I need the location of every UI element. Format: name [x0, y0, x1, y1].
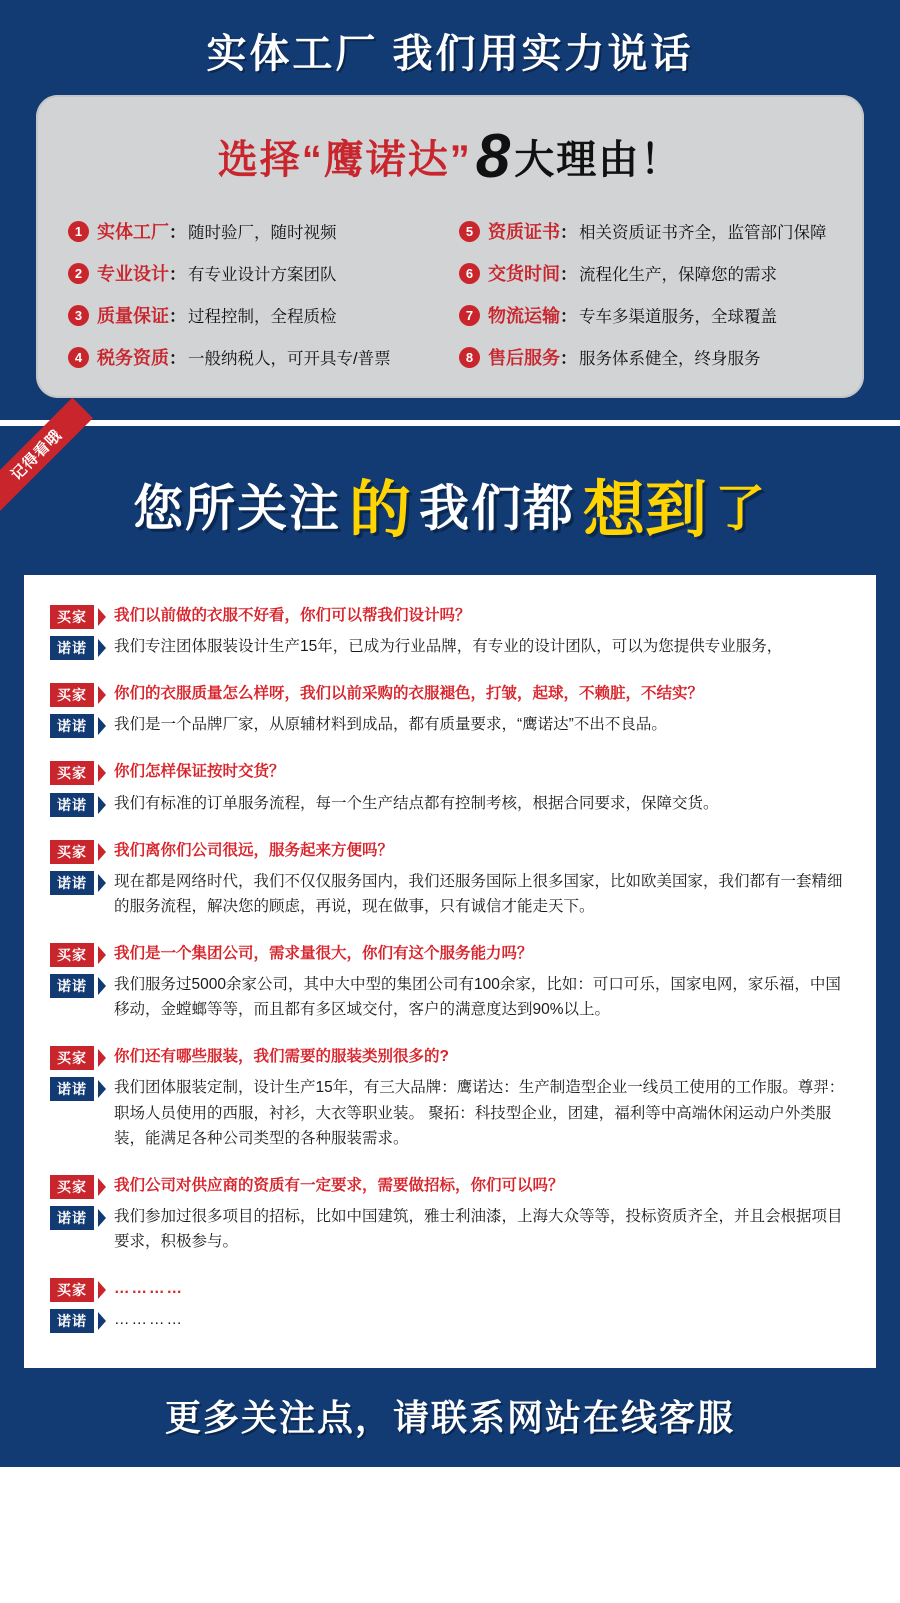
faq-heading-part3: 我们都 [419, 480, 575, 537]
answer-tag: 诺诺 [50, 714, 94, 738]
reason-number-badge: 1 [68, 221, 89, 242]
answer-row [50, 1204, 850, 1254]
reason-number-badge: 7 [459, 305, 480, 326]
question-row [50, 838, 850, 863]
answer-tag: 诺诺 [50, 1309, 94, 1333]
answer-row [50, 791, 850, 816]
qa-block [50, 603, 850, 659]
arrow-right-icon [98, 874, 106, 892]
qa-block [50, 1276, 850, 1332]
question-text: ………… [114, 1280, 184, 1298]
answer-row [50, 712, 850, 737]
reason-item [68, 344, 441, 370]
reason-title: 售后服务 [488, 348, 560, 368]
question-row [50, 1044, 850, 1069]
answer-text: 我们专注团体服装设计生产15年，已成为行业品牌，有专业的设计团队，可以为您提供专业服务， [114, 638, 783, 656]
reason-item [459, 344, 832, 370]
answer-text: ………… [114, 1311, 184, 1329]
reason-number-badge: 5 [459, 221, 480, 242]
arrow-right-icon [98, 1049, 106, 1067]
qa-block [50, 759, 850, 815]
arrow-right-icon [98, 946, 106, 964]
arrow-right-icon [98, 717, 106, 735]
answer-tag: 诺诺 [50, 1077, 94, 1101]
faq-section [0, 420, 900, 1467]
corner-ribbon-badge: 记得看哦 [0, 398, 93, 512]
reason-item [68, 302, 441, 328]
reason-desc: 相关资质证书齐全，监管部门保障 [579, 224, 827, 242]
question-text: 你们的衣服质量怎么样呀，我们以前采购的衣服褪色，打皱，起球，不赖脏，不结实？ [114, 685, 704, 703]
question-text: 你们还有哪些服装，我们需要的服装类别很多的? [114, 1048, 449, 1066]
answer-text: 现在都是网络时代，我们不仅仅服务国内，我们还服务国际上很多国家，比如欧美国家，我们都有一套精细的服务流程，解决您的顾虑，再说，现在做事，只有诚信才能走天下。 [114, 872, 843, 915]
buyer-tag: 买家 [50, 1046, 94, 1070]
reasons-card [36, 95, 864, 398]
arrow-right-icon [98, 608, 106, 626]
reasons-heading-red: 选择“鹰诺达” [217, 138, 472, 182]
buyer-tag: 买家 [50, 1278, 94, 1302]
arrow-right-icon [98, 977, 106, 995]
buyer-tag: 买家 [50, 683, 94, 707]
reason-number-badge: 6 [459, 263, 480, 284]
answer-tag: 诺诺 [50, 974, 94, 998]
answer-row [50, 1307, 850, 1332]
reason-desc: 一般纳税人，可开具专/普票 [188, 350, 391, 368]
reason-colon: ： [560, 265, 577, 284]
reason-colon: ： [169, 307, 186, 326]
question-row [50, 1173, 850, 1198]
answer-text: 我们有标准的订单服务流程，每一个生产结点都有控制考核，根据合同要求，保障交货。 [114, 794, 719, 812]
answer-text: 我们参加过很多项目的招标，比如中国建筑，雅士利油漆，上海大众等等，投标资质齐全，并且会根据项目要求，积极参与。 [114, 1207, 843, 1250]
faq-heading-part4: 想到 [583, 476, 708, 545]
buyer-tag: 买家 [50, 761, 94, 785]
reasons-grid [60, 218, 840, 370]
reason-desc: 服务体系健全，终身服务 [579, 350, 761, 368]
answer-tag: 诺诺 [50, 1206, 94, 1230]
faq-heading-part2: 的 [348, 476, 411, 545]
reasons-heading [60, 121, 840, 192]
qa-block [50, 1173, 850, 1254]
question-row [50, 759, 850, 784]
footer-bar [0, 1368, 900, 1467]
arrow-right-icon [98, 639, 106, 657]
arrow-right-icon [98, 1209, 106, 1227]
reason-title: 物流运输 [488, 306, 560, 326]
arrow-right-icon [98, 1080, 106, 1098]
reason-number-badge: 4 [68, 347, 89, 368]
reason-colon: ： [169, 265, 186, 284]
reason-colon: ： [560, 223, 577, 242]
question-text: 我们以前做的衣服不好看，你们可以帮我们设计吗？ [114, 607, 471, 624]
reason-item [68, 260, 441, 286]
arrow-right-icon [98, 796, 106, 814]
question-row [50, 603, 850, 628]
qa-block [50, 941, 850, 1022]
question-text: 你们怎样保证按时交货？ [114, 763, 285, 781]
reason-number-badge: 3 [68, 305, 89, 326]
qa-block [50, 1044, 850, 1150]
reason-title: 实体工厂 [97, 222, 169, 242]
arrow-right-icon [98, 843, 106, 861]
qa-block [50, 681, 850, 737]
reason-colon: ： [560, 349, 577, 368]
reason-desc: 有专业设计方案团队 [188, 266, 337, 284]
reason-item [459, 218, 832, 244]
question-text: 我们是一个集团公司，需求量很大，你们有这个服务能力吗？ [114, 944, 533, 962]
buyer-tag: 买家 [50, 1175, 94, 1199]
arrow-right-icon [98, 1281, 106, 1299]
faq-heading-part5: 了 [715, 480, 768, 537]
faq-card [24, 575, 876, 1368]
reason-desc: 过程控制，全程质检 [188, 308, 337, 326]
reasons-heading-black: 大理由！ [514, 138, 683, 182]
reason-title: 税务资质 [97, 348, 169, 368]
reason-title: 资质证书 [488, 222, 560, 242]
footer-text: 更多关注点，请联系网站在线客服 [164, 1397, 735, 1439]
reasons-section [0, 0, 900, 420]
reasons-banner-title: 实体工厂 我们用实力说话 [206, 32, 694, 76]
reason-desc: 流程化生产，保障您的需求 [579, 266, 777, 284]
reason-item [68, 218, 441, 244]
arrow-right-icon [98, 764, 106, 782]
answer-row [50, 634, 850, 659]
qa-block [50, 838, 850, 919]
reason-desc: 专车多渠道服务，全球覆盖 [579, 308, 777, 326]
answer-tag: 诺诺 [50, 636, 94, 660]
answer-tag: 诺诺 [50, 793, 94, 817]
buyer-tag: 买家 [50, 943, 94, 967]
question-text: 我们离你们公司很远，服务起来方便吗？ [114, 841, 394, 859]
buyer-tag: 买家 [50, 840, 94, 864]
question-row [50, 1276, 850, 1301]
reasons-heading-number: 8 [475, 122, 511, 191]
answer-row [50, 1075, 850, 1150]
faq-heading-part1: 您所关注 [132, 480, 341, 537]
reason-colon: ： [560, 307, 577, 326]
reason-title: 交货时间 [488, 264, 560, 284]
arrow-right-icon [98, 1312, 106, 1330]
question-row [50, 681, 850, 706]
reason-number-badge: 2 [68, 263, 89, 284]
arrow-right-icon [98, 686, 106, 704]
reason-item [459, 302, 832, 328]
reason-colon: ： [169, 223, 186, 242]
reason-desc: 随时验厂，随时视频 [188, 224, 337, 242]
reason-number-badge: 8 [459, 347, 480, 368]
question-text: 我们公司对供应商的资质有一定要求，需要做招标，你们可以吗？ [114, 1176, 564, 1194]
answer-row [50, 869, 850, 919]
reason-title: 质量保证 [97, 306, 169, 326]
reason-title: 专业设计 [97, 264, 169, 284]
answer-tag: 诺诺 [50, 871, 94, 895]
answer-text: 我们是一个品牌厂家，从原辅材料到成品，都有质量要求，“鹰诺达”不出不良品。 [114, 716, 667, 734]
arrow-right-icon [98, 1178, 106, 1196]
faq-heading [0, 426, 900, 575]
reason-item [459, 260, 832, 286]
question-row [50, 941, 850, 966]
answer-text: 我们团体服装定制，设计生产15年，有三大品牌：鹰诺达：生产制造型企业一线员工使用的工作服。尊羿：职场人员使用的西服，衬衫，大衣等职业装。 聚拓：科技型企业，团建，福利等中高端休闲运动户外类服装，能满足各种公司类型的各种服装需求。 [114, 1079, 845, 1147]
reason-colon: ： [169, 349, 186, 368]
answer-row [50, 972, 850, 1022]
buyer-tag: 买家 [50, 605, 94, 629]
answer-text: 我们服务过5000余家公司，其中大中型的集团公司有100余家，比如：可口可乐，国家电网，家乐福，中国移动，金螳螂等等，而且都有多区域交付，客户的满意度达到90%以上。 [114, 976, 841, 1019]
